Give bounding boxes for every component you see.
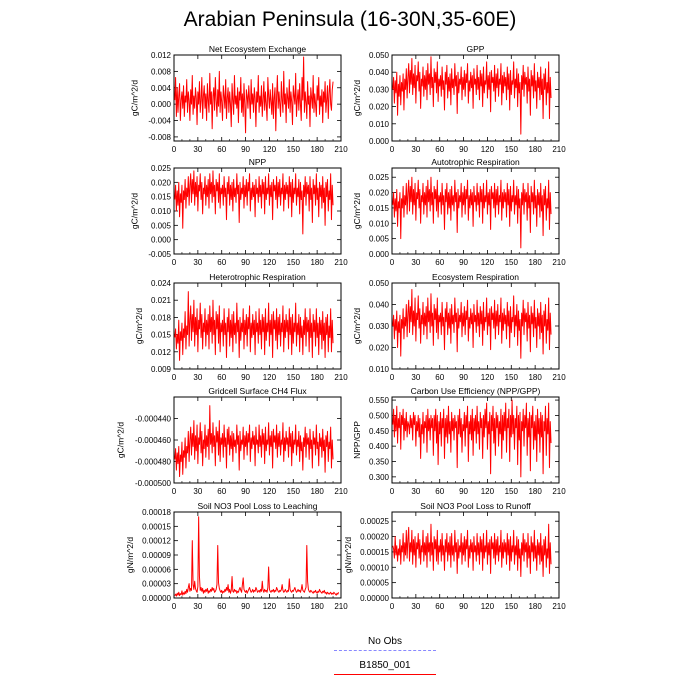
chart-soil-no3-pool-loss-to-leaching-xtick-label: 90 xyxy=(241,602,251,611)
legend-line-no-obs xyxy=(334,650,436,651)
chart-soil-no3-pool-loss-to-runoff-ytick-label: 0.00020 xyxy=(360,532,389,542)
chart-gpp-xtick-label: 30 xyxy=(411,145,421,154)
chart-autotrophic-respiration-xtick-label: 0 xyxy=(389,258,395,267)
chart-gridcell-surface-ch4-flux-xtick-label: 120 xyxy=(262,487,277,496)
chart-carbon-use-efficiency-npp-gpp-xtick-label: 60 xyxy=(435,487,445,496)
chart-gridcell-surface-ch4-flux-ylabel: gC/m^2/d xyxy=(115,421,126,459)
chart-gpp-title: GPP xyxy=(466,44,485,54)
chart-soil-no3-pool-loss-to-leaching-xtick-label: 210 xyxy=(334,602,348,611)
chart-npp-xtick-label: 0 xyxy=(171,258,177,267)
chart-autotrophic-respiration-ytick-label: 0.020 xyxy=(368,188,389,198)
chart-gpp-xtick-label: 0 xyxy=(389,145,395,154)
chart-net-ecosystem-exchange xyxy=(129,44,348,154)
chart-soil-no3-pool-loss-to-leaching-xtick-label: 0 xyxy=(171,602,177,611)
chart-gridcell-surface-ch4-flux-xtick-label: 60 xyxy=(217,487,227,496)
chart-npp-ytick-label: 0.000 xyxy=(150,235,171,245)
chart-soil-no3-pool-loss-to-leaching-title: Soil NO3 Pool Loss to Leaching xyxy=(197,501,318,511)
chart-carbon-use-efficiency-npp-gpp xyxy=(352,386,566,496)
chart-gridcell-surface-ch4-flux-xtick-label: 30 xyxy=(193,487,203,496)
chart-autotrophic-respiration-xtick-label: 180 xyxy=(528,258,542,267)
chart-ecosystem-respiration-xtick-label: 60 xyxy=(435,373,445,382)
chart-carbon-use-efficiency-npp-gpp-title: Carbon Use Efficiency (NPP/GPP) xyxy=(410,386,541,396)
chart-gridcell-surface-ch4-flux-xtick-label: 150 xyxy=(286,487,300,496)
chart-net-ecosystem-exchange-ytick-label: 0.012 xyxy=(150,51,171,60)
chart-gpp-ytick-label: 0.050 xyxy=(368,51,389,60)
chart-soil-no3-pool-loss-to-runoff-ytick-label: 0.00015 xyxy=(360,547,389,557)
chart-ecosystem-respiration-xtick-label: 0 xyxy=(389,373,395,382)
chart-ecosystem-respiration-ytick-label: 0.010 xyxy=(368,365,389,374)
chart-net-ecosystem-exchange-xtick-label: 150 xyxy=(286,145,300,154)
chart-net-ecosystem-exchange-title: Net Ecosystem Exchange xyxy=(208,44,307,54)
chart-ecosystem-respiration-ytick-label: 0.020 xyxy=(368,343,389,353)
chart-heterotrophic-respiration-ytick-label: 0.015 xyxy=(150,330,171,340)
chart-gridcell-surface-ch4-flux-xtick-label: 180 xyxy=(310,487,324,496)
chart-gridcell-surface-ch4-flux-xtick-label: 0 xyxy=(171,487,177,496)
chart-autotrophic-respiration-ytick-label: 0.000 xyxy=(368,250,389,259)
chart-gridcell-surface-ch4-flux xyxy=(116,386,349,496)
legend-label-no-obs: No Obs xyxy=(368,636,402,647)
chart-heterotrophic-respiration xyxy=(134,272,348,382)
chart-soil-no3-pool-loss-to-runoff xyxy=(343,501,566,611)
chart-heterotrophic-respiration-xtick-label: 0 xyxy=(171,373,177,382)
chart-heterotrophic-respiration-xtick-label: 90 xyxy=(241,373,251,382)
chart-soil-no3-pool-loss-to-runoff-xtick-label: 30 xyxy=(411,602,421,611)
chart-gpp-xtick-label: 90 xyxy=(459,145,469,154)
chart-autotrophic-respiration-xtick-label: 60 xyxy=(435,258,445,267)
chart-net-ecosystem-exchange-ytick-label: -0.008 xyxy=(148,132,171,142)
chart-autotrophic-respiration-ylabel: gC/m^2/d xyxy=(352,192,362,230)
chart-heterotrophic-respiration-xtick-label: 120 xyxy=(262,373,277,382)
chart-ecosystem-respiration-xtick-label: 90 xyxy=(459,373,469,382)
chart-autotrophic-respiration-ytick-label: 0.015 xyxy=(368,203,389,213)
chart-ecosystem-respiration-xtick-label: 120 xyxy=(480,373,495,382)
chart-soil-no3-pool-loss-to-runoff-xtick-label: 150 xyxy=(504,602,518,611)
chart-net-ecosystem-exchange-xtick-label: 60 xyxy=(217,145,227,154)
chart-npp-xtick-label: 180 xyxy=(310,258,324,267)
chart-soil-no3-pool-loss-to-leaching-xtick-label: 30 xyxy=(193,602,203,611)
chart-soil-no3-pool-loss-to-runoff-title: Soil NO3 Pool Loss to Runoff xyxy=(420,501,531,511)
chart-gridcell-surface-ch4-flux-series-line xyxy=(175,406,333,477)
chart-carbon-use-efficiency-npp-gpp-xtick-label: 0 xyxy=(389,487,395,496)
chart-ecosystem-respiration-xtick-label: 30 xyxy=(411,373,421,382)
chart-autotrophic-respiration-xtick-label: 120 xyxy=(480,258,495,267)
chart-net-ecosystem-exchange-xtick-label: 210 xyxy=(334,145,348,154)
chart-gridcell-surface-ch4-flux-xtick-label: 210 xyxy=(334,487,348,496)
chart-npp-title: NPP xyxy=(248,157,267,167)
chart-gpp-ytick-label: 0.020 xyxy=(368,102,389,112)
chart-heterotrophic-respiration-ytick-label: 0.009 xyxy=(150,365,171,374)
chart-gpp-xtick-label: 150 xyxy=(504,145,518,154)
chart-autotrophic-respiration-series-line xyxy=(393,177,551,248)
chart-gridcell-surface-ch4-flux-ytick-label: -0.000500 xyxy=(134,479,171,488)
chart-carbon-use-efficiency-npp-gpp-xtick-label: 150 xyxy=(504,487,518,496)
chart-net-ecosystem-exchange-series-line xyxy=(175,57,333,133)
legend-line-b1850 xyxy=(334,674,436,675)
chart-soil-no3-pool-loss-to-runoff-xtick-label: 0 xyxy=(389,602,395,611)
chart-gpp-ytick-label: 0.010 xyxy=(368,119,389,129)
chart-gpp-xtick-label: 210 xyxy=(552,145,566,154)
chart-npp-xtick-label: 60 xyxy=(217,258,227,267)
chart-heterotrophic-respiration-ytick-label: 0.018 xyxy=(150,313,171,323)
chart-ecosystem-respiration-series-line xyxy=(393,289,551,358)
chart-soil-no3-pool-loss-to-runoff-xtick-label: 90 xyxy=(459,602,469,611)
chart-npp-xtick-label: 90 xyxy=(241,258,251,267)
chart-ecosystem-respiration-title: Ecosystem Respiration xyxy=(432,272,519,282)
chart-soil-no3-pool-loss-to-runoff-xtick-label: 60 xyxy=(435,602,445,611)
chart-heterotrophic-respiration-ytick-label: 0.012 xyxy=(150,347,171,357)
chart-ecosystem-respiration-xtick-label: 210 xyxy=(552,373,566,382)
chart-soil-no3-pool-loss-to-runoff-ylabel: gN/m^2/d xyxy=(342,536,353,574)
chart-heterotrophic-respiration-xtick-label: 30 xyxy=(193,373,203,382)
chart-ecosystem-respiration-xtick-label: 150 xyxy=(504,373,518,382)
chart-gpp xyxy=(352,44,566,154)
chart-autotrophic-respiration-ytick-label: 0.010 xyxy=(368,219,389,229)
chart-gpp-xtick-label: 60 xyxy=(435,145,445,154)
chart-soil-no3-pool-loss-to-leaching-ytick-label: 0.00012 xyxy=(142,536,171,546)
chart-soil-no3-pool-loss-to-leaching-ytick-label: 0.00015 xyxy=(142,522,171,532)
chart-net-ecosystem-exchange-ylabel: gC/m^2/d xyxy=(129,79,140,117)
chart-npp-ytick-label: 0.010 xyxy=(150,207,171,216)
chart-soil-no3-pool-loss-to-runoff-xtick-label: 210 xyxy=(552,602,566,611)
chart-heterotrophic-respiration-ytick-label: 0.024 xyxy=(150,279,171,288)
chart-gpp-ytick-label: 0.000 xyxy=(368,137,389,146)
chart-carbon-use-efficiency-npp-gpp-series-line xyxy=(393,400,551,477)
chart-ecosystem-respiration-ytick-label: 0.030 xyxy=(368,322,389,331)
chart-npp-xtick-label: 120 xyxy=(262,258,277,267)
chart-soil-no3-pool-loss-to-leaching-xtick-label: 150 xyxy=(286,602,300,611)
chart-gridcell-surface-ch4-flux-ytick-label: -0.000460 xyxy=(134,436,171,445)
chart-heterotrophic-respiration-xtick-label: 180 xyxy=(310,373,324,382)
chart-soil-no3-pool-loss-to-leaching-series-line xyxy=(175,517,339,596)
chart-autotrophic-respiration xyxy=(352,157,566,267)
chart-npp-ytick-label: 0.015 xyxy=(150,192,171,202)
chart-autotrophic-respiration-xtick-label: 150 xyxy=(504,258,518,267)
chart-autotrophic-respiration-title: Autotrophic Respiration xyxy=(431,157,520,167)
chart-soil-no3-pool-loss-to-leaching xyxy=(125,501,348,611)
legend-label-b1850: B1850_001 xyxy=(359,660,411,671)
chart-heterotrophic-respiration-xtick-label: 210 xyxy=(334,373,348,382)
chart-net-ecosystem-exchange-ytick-label: 0.008 xyxy=(150,67,171,77)
chart-gpp-ylabel: gC/m^2/d xyxy=(352,79,362,117)
chart-soil-no3-pool-loss-to-runoff-xtick-label: 180 xyxy=(528,602,542,611)
chart-soil-no3-pool-loss-to-runoff-series-line xyxy=(393,524,551,576)
chart-carbon-use-efficiency-npp-gpp-ylabel: NPP/GPP xyxy=(352,421,362,459)
chart-npp-ytick-label: 0.005 xyxy=(150,221,171,231)
legend xyxy=(330,636,440,684)
chart-soil-no3-pool-loss-to-leaching-ytick-label: 0.00006 xyxy=(142,565,171,575)
chart-gridcell-surface-ch4-flux-title: Gridcell Surface CH4 Flux xyxy=(208,386,307,396)
chart-carbon-use-efficiency-npp-gpp-ytick-label: 0.500 xyxy=(368,411,389,421)
chart-heterotrophic-respiration-series-line xyxy=(175,292,333,361)
chart-soil-no3-pool-loss-to-leaching-xtick-label: 60 xyxy=(217,602,227,611)
chart-soil-no3-pool-loss-to-leaching-xtick-label: 180 xyxy=(310,602,324,611)
chart-ecosystem-respiration xyxy=(352,272,566,382)
chart-net-ecosystem-exchange-xtick-label: 30 xyxy=(193,145,203,154)
chart-net-ecosystem-exchange-ytick-label: -0.004 xyxy=(148,116,171,126)
chart-autotrophic-respiration-xtick-label: 30 xyxy=(411,258,421,267)
chart-carbon-use-efficiency-npp-gpp-xtick-label: 180 xyxy=(528,487,542,496)
chart-npp-xtick-label: 150 xyxy=(286,258,300,267)
chart-autotrophic-respiration-ytick-label: 0.025 xyxy=(368,173,389,183)
chart-soil-no3-pool-loss-to-leaching-ytick-label: 0.00000 xyxy=(142,594,171,603)
chart-gpp-ytick-label: 0.030 xyxy=(368,85,389,95)
chart-gridcell-surface-ch4-flux-xtick-label: 90 xyxy=(241,487,251,496)
chart-npp xyxy=(129,157,348,267)
chart-npp-ytick-label: 0.020 xyxy=(150,178,171,188)
chart-npp-xtick-label: 30 xyxy=(193,258,203,267)
page-title: Arabian Peninsula (16-30N,35-60E) xyxy=(183,8,517,31)
chart-heterotrophic-respiration-xtick-label: 60 xyxy=(217,373,227,382)
chart-gpp-xtick-label: 180 xyxy=(528,145,542,154)
chart-gridcell-surface-ch4-flux-ytick-label: -0.000440 xyxy=(134,414,171,424)
chart-carbon-use-efficiency-npp-gpp-xtick-label: 30 xyxy=(411,487,421,496)
chart-gridcell-surface-ch4-flux-ytick-label: -0.000480 xyxy=(134,457,171,467)
chart-soil-no3-pool-loss-to-runoff-ytick-label: 0.00000 xyxy=(360,594,389,603)
chart-net-ecosystem-exchange-ytick-label: 0.000 xyxy=(150,100,171,110)
chart-net-ecosystem-exchange-xtick-label: 0 xyxy=(171,145,177,154)
chart-autotrophic-respiration-xtick-label: 210 xyxy=(552,258,566,267)
chart-net-ecosystem-exchange-ytick-label: 0.004 xyxy=(150,83,171,93)
chart-ecosystem-respiration-ytick-label: 0.040 xyxy=(368,300,389,310)
chart-soil-no3-pool-loss-to-leaching-ytick-label: 0.00003 xyxy=(142,579,171,589)
chart-heterotrophic-respiration-title: Heterotrophic Respiration xyxy=(209,272,306,282)
chart-npp-ytick-label: -0.005 xyxy=(148,250,171,259)
chart-net-ecosystem-exchange-xtick-label: 90 xyxy=(241,145,251,154)
chart-soil-no3-pool-loss-to-leaching-ytick-label: 0.00009 xyxy=(142,551,171,560)
chart-carbon-use-efficiency-npp-gpp-ytick-label: 0.300 xyxy=(368,472,389,482)
chart-carbon-use-efficiency-npp-gpp-ytick-label: 0.400 xyxy=(368,442,389,452)
chart-heterotrophic-respiration-ytick-label: 0.021 xyxy=(150,296,171,306)
chart-npp-xtick-label: 210 xyxy=(334,258,348,267)
chart-npp-ylabel: gC/m^2/d xyxy=(129,192,140,230)
chart-carbon-use-efficiency-npp-gpp-ytick-label: 0.550 xyxy=(368,396,389,406)
chart-npp-ytick-label: 0.025 xyxy=(150,164,171,173)
chart-soil-no3-pool-loss-to-runoff-xtick-label: 120 xyxy=(480,602,495,611)
chart-heterotrophic-respiration-ylabel: gC/m^2/d xyxy=(134,307,144,345)
chart-net-ecosystem-exchange-xtick-label: 120 xyxy=(262,145,277,154)
chart-gpp-ytick-label: 0.040 xyxy=(368,68,389,78)
chart-carbon-use-efficiency-npp-gpp-xtick-label: 120 xyxy=(480,487,495,496)
chart-gpp-xtick-label: 120 xyxy=(480,145,495,154)
chart-soil-no3-pool-loss-to-leaching-ylabel: gN/m^2/d xyxy=(124,536,135,574)
chart-autotrophic-respiration-ytick-label: 0.005 xyxy=(368,234,389,244)
chart-net-ecosystem-exchange-xtick-label: 180 xyxy=(310,145,324,154)
chart-heterotrophic-respiration-xtick-label: 150 xyxy=(286,373,300,382)
chart-carbon-use-efficiency-npp-gpp-ytick-label: 0.350 xyxy=(368,457,389,467)
chart-autotrophic-respiration-xtick-label: 90 xyxy=(459,258,469,267)
chart-soil-no3-pool-loss-to-leaching-ytick-label: 0.00018 xyxy=(142,508,171,517)
chart-ecosystem-respiration-xtick-label: 180 xyxy=(528,373,542,382)
chart-carbon-use-efficiency-npp-gpp-ytick-label: 0.450 xyxy=(368,426,389,436)
chart-gpp-series-line xyxy=(393,57,551,134)
chart-npp-series-line xyxy=(175,171,333,234)
chart-soil-no3-pool-loss-to-leaching-xtick-label: 120 xyxy=(262,602,277,611)
chart-soil-no3-pool-loss-to-runoff-ytick-label: 0.00010 xyxy=(360,563,389,573)
chart-ecosystem-respiration-ytick-label: 0.050 xyxy=(368,279,389,288)
chart-carbon-use-efficiency-npp-gpp-xtick-label: 210 xyxy=(552,487,566,496)
chart-soil-no3-pool-loss-to-runoff-ytick-label: 0.00025 xyxy=(360,517,389,527)
chart-soil-no3-pool-loss-to-runoff-ytick-label: 0.00005 xyxy=(360,578,389,588)
chart-ecosystem-respiration-ylabel: gC/m^2/d xyxy=(352,307,362,345)
chart-carbon-use-efficiency-npp-gpp-xtick-label: 90 xyxy=(459,487,469,496)
